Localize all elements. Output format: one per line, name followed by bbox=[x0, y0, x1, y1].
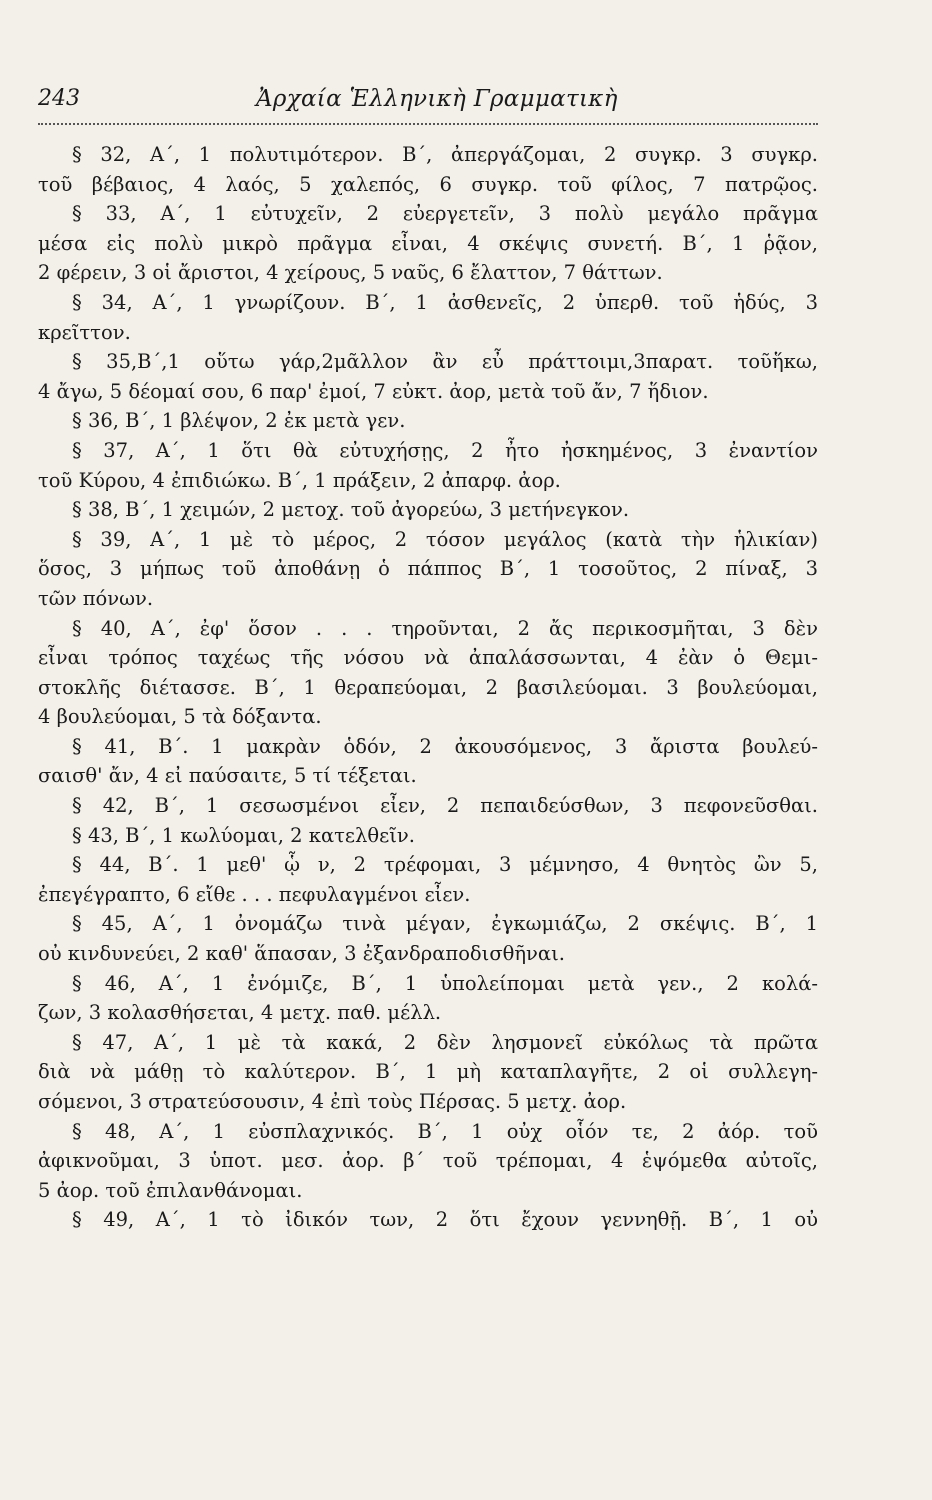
text-line: σόμενοι, 3 στρατεύσουσιν, 4 ἐπὶ τοὺς Πέρσας. 5 μετχ. ἀορ. bbox=[38, 1090, 627, 1113]
text-line: 4 ἄγω, 5 δέομαί σου, 6 παρ' ἐμοί, 7 εὐκτ. ἀορ, μετὰ τοῦ ἄν, 7 ἥδιον. bbox=[38, 379, 709, 403]
text-line: § 42, Β΄, 1 σεσωσμένοι εἶεν, 2 πεπαιδεύσθων, 3 πεφονεῦσθαι. bbox=[72, 794, 818, 818]
text-line: 4 βουλεύομαι, 5 τὰ δόξαντα. bbox=[38, 705, 322, 729]
text-line: § 32, Α΄, 1 πολυτιμότερον. Β΄, ἀπεργάζομαι, 2 συγκρ. 3 συγκρ. bbox=[72, 143, 818, 166]
text-line: μέσα εἰς πολὺ μικρὸ πρᾶγμα εἶναι, 4 σκέψις συνετή. Β΄, 1 ῥᾷον, bbox=[38, 231, 818, 255]
text-line: § 47, Α΄, 1 μὲ τὰ κακά, 2 δὲν λησμονεῖ εὐκόλως τὰ πρῶτα bbox=[72, 1030, 818, 1054]
running-title: Ἀρχαία Ἑλληνικὴ Γραμματικὴ bbox=[256, 86, 618, 112]
text-line: § 49, Α΄, 1 τὸ ἰδικόν των, 2 ὅτι ἔχουν γεννηθῇ. Β΄, 1 οὐ bbox=[72, 1208, 818, 1232]
text-line: § 38, Β΄, 1 χειμών, 2 μετοχ. τοῦ ἀγορεύω, 3 μετήνεγκον. bbox=[72, 498, 630, 522]
text-line: § 46, Α΄, 1 ἐνόμιζε, Β΄, 1 ὑπολείπομαι μετὰ γεν., 2 κολά- bbox=[72, 971, 818, 995]
running-head bbox=[38, 86, 818, 120]
text-line: ἐπεγέγραπτο, 6 εἴθε . . . πεφυλαγμένοι εἶεν. bbox=[38, 882, 471, 906]
text-line: ὅσος, 3 μήπως τοῦ ἀποθάνῃ ὁ πάππος Β΄, 1 τοσοῦτος, 2 πίναξ, 3 bbox=[38, 557, 818, 581]
text-line: ζων, 3 κολασθήσεται, 4 μετχ. παθ. μέλλ. bbox=[38, 1001, 442, 1025]
text-line: § 44, Β΄. 1 μεθ' ᾧ ν, 2 τρέφομαι, 3 μέμνησο, 4 θνητὸς ὢν 5, bbox=[72, 853, 818, 877]
text-line: § 35,Β΄,1 οὕτω γάρ,2μᾶλλον ἂν εὖ πράττοιμι,3παρατ. τοῦἥκω, bbox=[72, 350, 818, 374]
text-line: 5 ἀορ. τοῦ ἐπιλανθάνομαι. bbox=[38, 1178, 303, 1202]
header-dotted-rule bbox=[38, 123, 818, 125]
page-number: 243 bbox=[38, 86, 80, 111]
text-line: ἀφικνοῦμαι, 3 ὑποτ. μεσ. ἀορ. β΄ τοῦ τρέπομαι, 4 ἑψόμεθα αὐτοῖς, bbox=[38, 1149, 818, 1173]
text-line: § 43, Β΄, 1 κωλύομαι, 2 κατελθεῖν. bbox=[72, 823, 415, 847]
text-line: § 40, Α΄, ἐφ' ὅσον . . . τηροῦνται, 2 ἄς περικοσμῆται, 3 δὲν bbox=[72, 616, 818, 640]
text-line: § 36, Β΄, 1 βλέψον, 2 ἐκ μετὰ γεν. bbox=[72, 409, 406, 433]
text-line: § 37, Α΄, 1 ὅτι θὰ εὐτυχήσῃς, 2 ἦτο ἠσκημένος, 3 ἐναντίον bbox=[72, 438, 818, 462]
text-line: διὰ νὰ μάθῃ τὸ καλύτερον. Β΄, 1 μὴ καταπλαγῆτε, 2 οἱ συλλεγη- bbox=[38, 1060, 818, 1084]
text-line: εἶναι τρόπος ταχέως τῆς νόσου νὰ ἀπαλάσσωνται, 4 ἐὰν ὁ Θεμι- bbox=[38, 646, 818, 670]
exercise-answers-text bbox=[38, 140, 818, 1235]
text-line: οὐ κινδυνεύει, 2 καθ' ἅπασαν, 3 ἐξανδραποδισθῆναι. bbox=[38, 942, 565, 966]
text-line: σαισθ' ἄν, 4 εἰ παύσαιτε, 5 τί τέξεται. bbox=[38, 764, 417, 788]
text-line: στοκλῆς διέτασσε. Β΄, 1 θεραπεύομαι, 2 βασιλεύομαι. 3 βουλεύομαι, bbox=[38, 675, 818, 699]
text-line: τοῦ βέβαιος, 4 λαός, 5 χαλεπός, 6 συγκρ. τοῦ φίλος, 7 πατρῷος. bbox=[38, 172, 818, 196]
text-line: § 41, Β΄. 1 μακρὰν ὁδόν, 2 ἀκουσόμενος, 3 ἄριστα βουλεύ- bbox=[72, 734, 818, 758]
text-line: § 39, Α΄, 1 μὲ τὸ μέρος, 2 τόσον μεγάλος (κατὰ τὴν ἡλικίαν) bbox=[72, 527, 818, 551]
text-line: 2 φέρειν, 3 οἱ ἄριστοι, 4 χείρους, 5 ναῦς, 6 ἔλαττον, 7 θάττων. bbox=[38, 261, 663, 285]
text-line: § 48, Α΄, 1 εὐσπλαχνικός. Β΄, 1 οὐχ οἷόν τε, 2 ἀόρ. τοῦ bbox=[72, 1119, 818, 1143]
text-line: τῶν πόνων. bbox=[38, 586, 154, 610]
text-line: § 34, Α΄, 1 γνωρίζουν. Β΄, 1 ἀσθενεῖς, 2 ὑπερθ. τοῦ ἡδύς, 3 bbox=[72, 290, 818, 314]
text-line: § 33, Α΄, 1 εὐτυχεῖν, 2 εὐεργετεῖν, 3 πολὺ μεγάλο πρᾶγμα bbox=[72, 202, 818, 226]
text-line: κρεῖττον. bbox=[38, 320, 131, 344]
text-line: τοῦ Κύρου, 4 ἐπιδιώκω. Β΄, 1 πράξειν, 2 ἀπαρφ. ἀορ. bbox=[38, 468, 561, 492]
text-line: § 45, Α΄, 1 ὀνομάζω τινὰ μέγαν, ἐγκωμιάζω, 2 σκέψις. Β΄, 1 bbox=[72, 912, 818, 936]
